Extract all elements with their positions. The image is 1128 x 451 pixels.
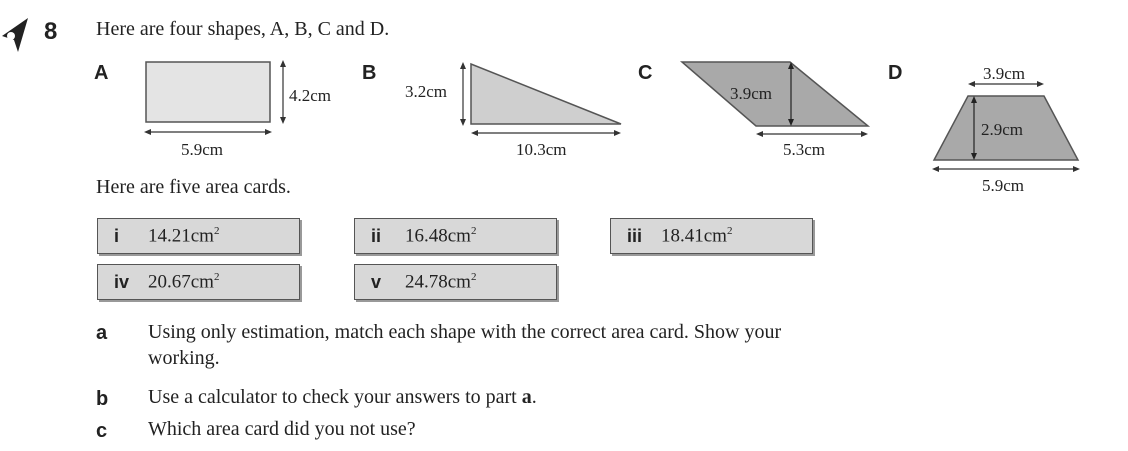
area-card-ii [354,218,557,254]
card-value: $16.48cm^2$ [405,224,477,247]
part-a-letter: a [96,322,108,344]
card-roman: ii [371,225,382,246]
area-card-i [97,218,300,254]
shape-a-width-label: 5.9cm [181,140,224,159]
area-card-v [354,264,557,300]
part-b-text: Use a calculator to check your answers to part a. [148,386,537,408]
shape-b-height-label: 3.2cm [405,82,448,101]
card-roman: iv [114,271,130,292]
shape-c-width-label: 5.3cm [783,140,826,159]
card-roman: v [371,271,382,292]
shape-a-rectangle [140,56,290,146]
card-value: $14.21cm^2$ [148,224,220,247]
part-c-letter: c [96,420,108,442]
shape-b-width-label: 10.3cm [516,140,567,159]
shape-a-letter: A [94,62,109,84]
cards-intro: Here are five area cards. [96,176,291,198]
shape-b-letter: B [362,62,377,84]
shape-d-top-label: 3.9cm [983,64,1026,83]
question-number: 8 [44,18,58,45]
card-value: $18.41cm^2$ [661,224,733,247]
part-c-text: Which area card did you not use? [148,418,416,440]
pointer-arrow-icon [0,14,30,54]
shape-b-triangle [455,56,630,146]
part-a-text: Using only estimation, match each shape with the correct area card. Show your working. [148,321,782,369]
part-b-letter: b [96,388,109,410]
shape-c-letter: C [638,62,653,84]
shape-a-height-label: 4.2cm [289,86,332,105]
card-roman: iii [627,225,643,246]
area-card-iii [610,218,813,254]
question-intro: Here are four shapes, A, B, C and D. [96,18,390,40]
shape-c-parallelogram [670,56,875,146]
shape-c-height-label: 3.9cm [730,84,773,103]
shape-d-letter: D [888,62,903,84]
shape-d-bottom-label: 5.9cm [982,176,1025,195]
card-roman: i [114,225,120,246]
shape-d-height-label: 2.9cm [981,120,1024,139]
card-value: $24.78cm^2$ [405,270,477,293]
card-value: $20.67cm^2$ [148,270,220,293]
area-card-iv [97,264,300,300]
